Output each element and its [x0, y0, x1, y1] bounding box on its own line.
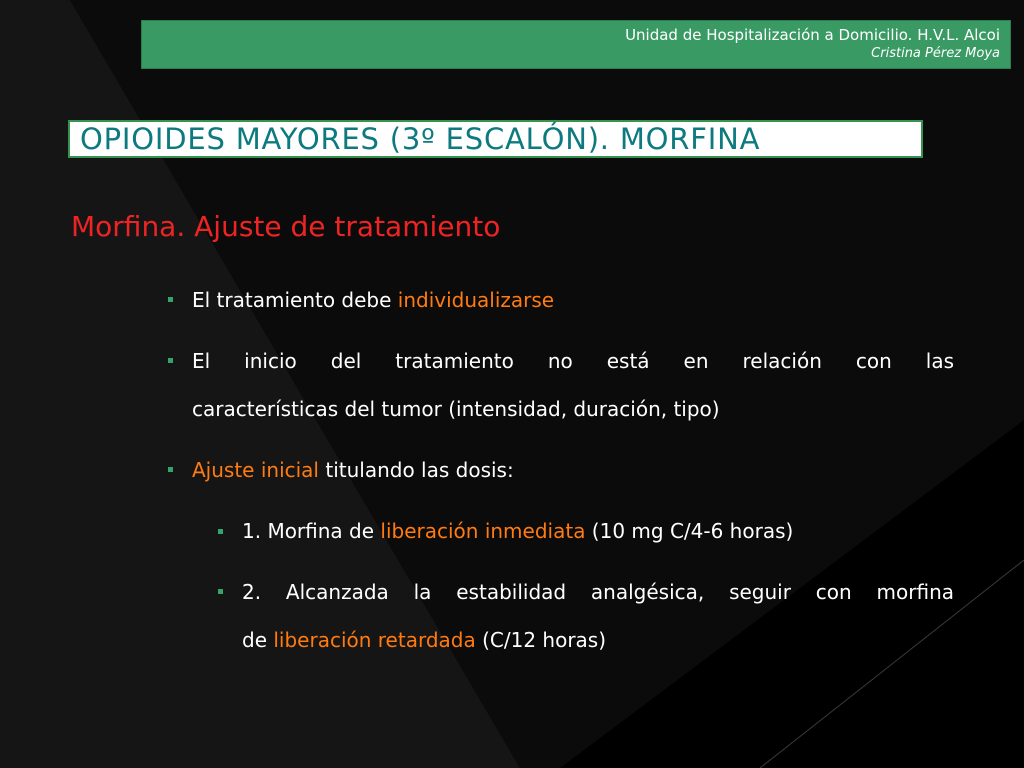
header-banner	[141, 20, 1011, 69]
bullet-1-text: El tratamiento debe	[192, 288, 398, 312]
slide-title-box	[68, 120, 923, 158]
bullet-square-icon	[168, 467, 173, 472]
bullet-5-highlight: liberación retardada	[273, 628, 476, 652]
header-institution: Unidad de Hospitalización a Domicilio. H.V.L. Alcoi	[625, 26, 1000, 44]
bullet-item-1	[192, 276, 954, 324]
bullet-square-icon	[168, 297, 173, 302]
bullet-3-text: titulando las dosis:	[319, 458, 514, 482]
bullet-4-highlight: liberación inmediata	[380, 519, 586, 543]
bullet-2-line-1: El inicio del tratamiento no está en relación con las	[192, 349, 954, 373]
bullet-1-highlight: individualizarse	[397, 288, 555, 312]
bullet-square-icon	[168, 358, 173, 363]
bullet-3-highlight: Ajuste inicial	[192, 458, 319, 482]
bullet-5-prefix: de	[242, 628, 274, 652]
bullet-item-3	[192, 446, 954, 494]
bullet-5-line-2	[242, 628, 606, 652]
bullet-item-4	[242, 507, 954, 555]
bullet-4-text: 1. Morfina de	[242, 519, 381, 543]
bullet-5-dose: (C/12 horas)	[475, 628, 607, 652]
bullet-5-line-1: 2. Alcanzada la estabilidad analgésica, seguir con morfina	[242, 580, 954, 604]
header-author: Cristina Pérez Moya	[871, 46, 1000, 61]
slide-subtitle: Morfina. Ajuste de tratamiento	[71, 210, 501, 243]
sub-bullet-square-icon	[218, 529, 223, 534]
bullet-item-2	[192, 337, 954, 433]
bullet-4-dose: (10 mg C/4-6 horas)	[585, 519, 794, 543]
sub-bullet-square-icon	[218, 589, 223, 594]
bullet-2-line-2: características del tumor (intensidad, duración, tipo)	[192, 397, 720, 421]
bullet-item-5	[242, 568, 954, 664]
slide-title: OPIOIDES MAYORES (3º ESCALÓN). MORFINA	[80, 122, 761, 156]
